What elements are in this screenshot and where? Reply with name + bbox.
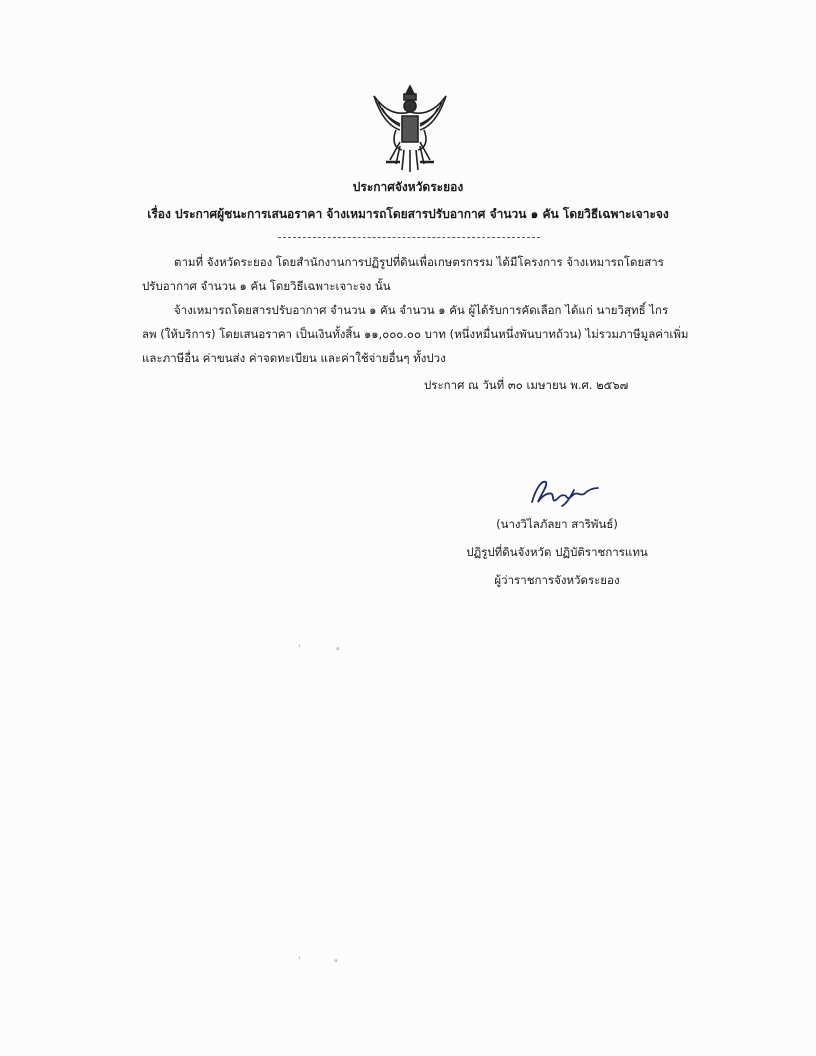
header-divider (278, 237, 540, 238)
paragraph-1-line-1: ตามที่ จังหวัดระยอง โดยสำนักงานการปฏิรูปที่ดินเพื่อเกษตรกรรม ได้มีโครงการ จ้างเหมารถโดยสาร (174, 255, 664, 269)
paragraph-2-line-1: จ้างเหมารถโดยสารปรับอากาศ จำนวน ๑ คัน จำนวน ๑ คัน ผู้ได้รับการคัดเลือก ได้แก่ นายวิสุทธิ์ ไกร (174, 303, 669, 317)
announce-date: ประกาศ ณ วันที่ ๓๐ เมษายน พ.ศ. ๒๕๖๗ (424, 378, 629, 392)
scan-speck: ' (298, 956, 301, 966)
paragraph-1 (142, 250, 682, 298)
paragraph-1-line-2: ปรับอากาศ จำนวน ๑ คัน โดยวิธีเฉพาะเจาะจง นั้น (142, 279, 391, 293)
paragraph-2 (142, 298, 689, 370)
document-subject: เรื่อง ประกาศผู้ชนะการเสนอราคา จ้างเหมารถโดยสารปรับอากาศ จำนวน ๑ คัน โดยวิธีเฉพาะเจาะจง (147, 207, 669, 221)
paragraph-2-line-2: ลพ (ให้บริการ) โดยเสนอราคา เป็นเงินทั้งสิ้น ๑๑,๐๐๐.๐๐ บาท (หนึ่งหมื่นหนึ่งพันบาทถ้วน) ไม่รวมภาษีมูลค่าเพิ่ม (142, 327, 689, 341)
scan-speck: ᵃ (334, 958, 338, 968)
handwritten-signature-icon (526, 474, 606, 508)
signatory-position-2: ผู้ว่าราชการจังหวัดระยอง (494, 573, 620, 587)
signatory-name: (นางวิไลภัลยา สาริพันธ์) (496, 517, 618, 531)
signatory-position-1: ปฏิรูปที่ดินจังหวัด ปฏิบัติราชการแทน (466, 545, 648, 559)
paragraph-2-line-3: และภาษีอื่น ค่าขนส่ง ค่าจดทะเบียน และค่าใช้จ่ายอื่นๆ ทั้งปวง (142, 351, 446, 365)
garuda-emblem-icon (366, 80, 454, 174)
page-title: ประกาศจังหวัดระยอง (352, 180, 464, 194)
signatory-block (432, 510, 682, 594)
scan-speck: ᵃ (336, 646, 340, 656)
scan-speck: ' (298, 644, 301, 654)
